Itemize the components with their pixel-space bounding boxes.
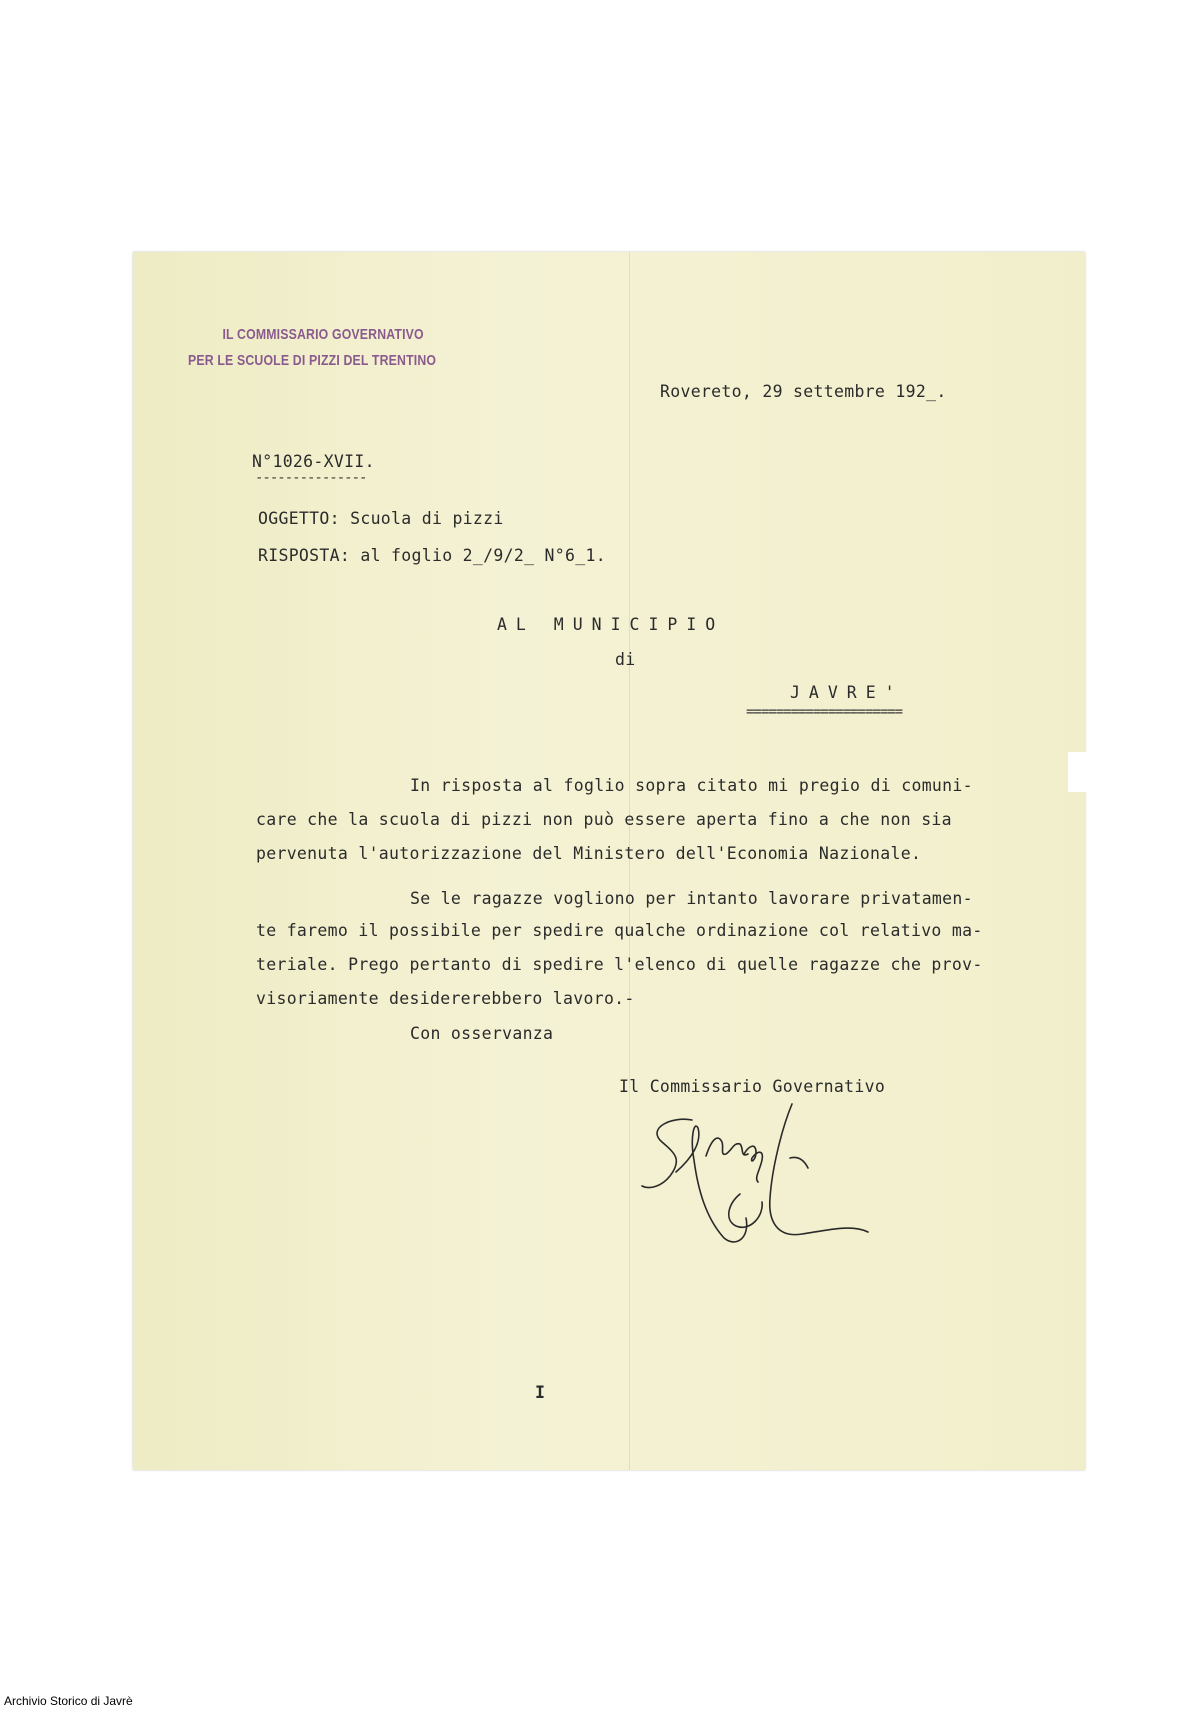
stamp-line-2: PER LE SCUOLE DI PIZZI DEL TRENTINO (188, 352, 437, 369)
body-line-1: In risposta al foglio sopra citato mi pregio di comuni- (410, 776, 973, 795)
signatory-title: Il Commissario Governativo (619, 1077, 886, 1096)
recipient-line-2: di (615, 650, 636, 669)
letter-reply-reference: RISPOSTA: al foglio 2_/9/2_ N°6_1. (258, 546, 606, 565)
letter-subject: OGGETTO: Scuola di pizzi (258, 509, 504, 528)
recipient-line-1: AL MUNICIPIO (497, 615, 725, 634)
archive-caption: Archivio Storico di Javrè (4, 1694, 133, 1708)
letter-date: Rovereto, 29 settembre 192_. (660, 382, 947, 401)
body-line-4: Se le ragazze vogliono per intanto lavorare privatamen- (410, 889, 973, 908)
protocol-underline: --------------- (255, 470, 367, 486)
body-line-5: te faremo il possibile per spedire qualche ordinazione col relativo ma- (256, 921, 983, 940)
body-line-2: care che la scuola di pizzi non può essere aperta fino a che non sia (256, 810, 952, 829)
letterhead-stamp (188, 322, 437, 374)
stamp-line-1: IL COMMISSARIO GOVERNATIVO (222, 326, 424, 343)
paper-notch (1068, 752, 1088, 792)
body-line-6: teriale. Prego pertanto di spedire l'elenco di quelle ragazze che prov- (256, 955, 983, 974)
handwritten-signature (632, 1098, 882, 1248)
protocol-number: N°1026-XVII. (252, 452, 375, 471)
page-mark: I (535, 1383, 546, 1402)
body-line-3: pervenuta l'autorizzazione del Ministero dell'Economia Nazionale. (256, 844, 922, 863)
body-line-7: visoriamente desidererebbero lavoro.- (256, 989, 635, 1008)
recipient-underline: ===================== (746, 704, 903, 720)
recipient-line-3: JAVRE' (790, 683, 904, 702)
letter-closing: Con osservanza (410, 1024, 554, 1043)
